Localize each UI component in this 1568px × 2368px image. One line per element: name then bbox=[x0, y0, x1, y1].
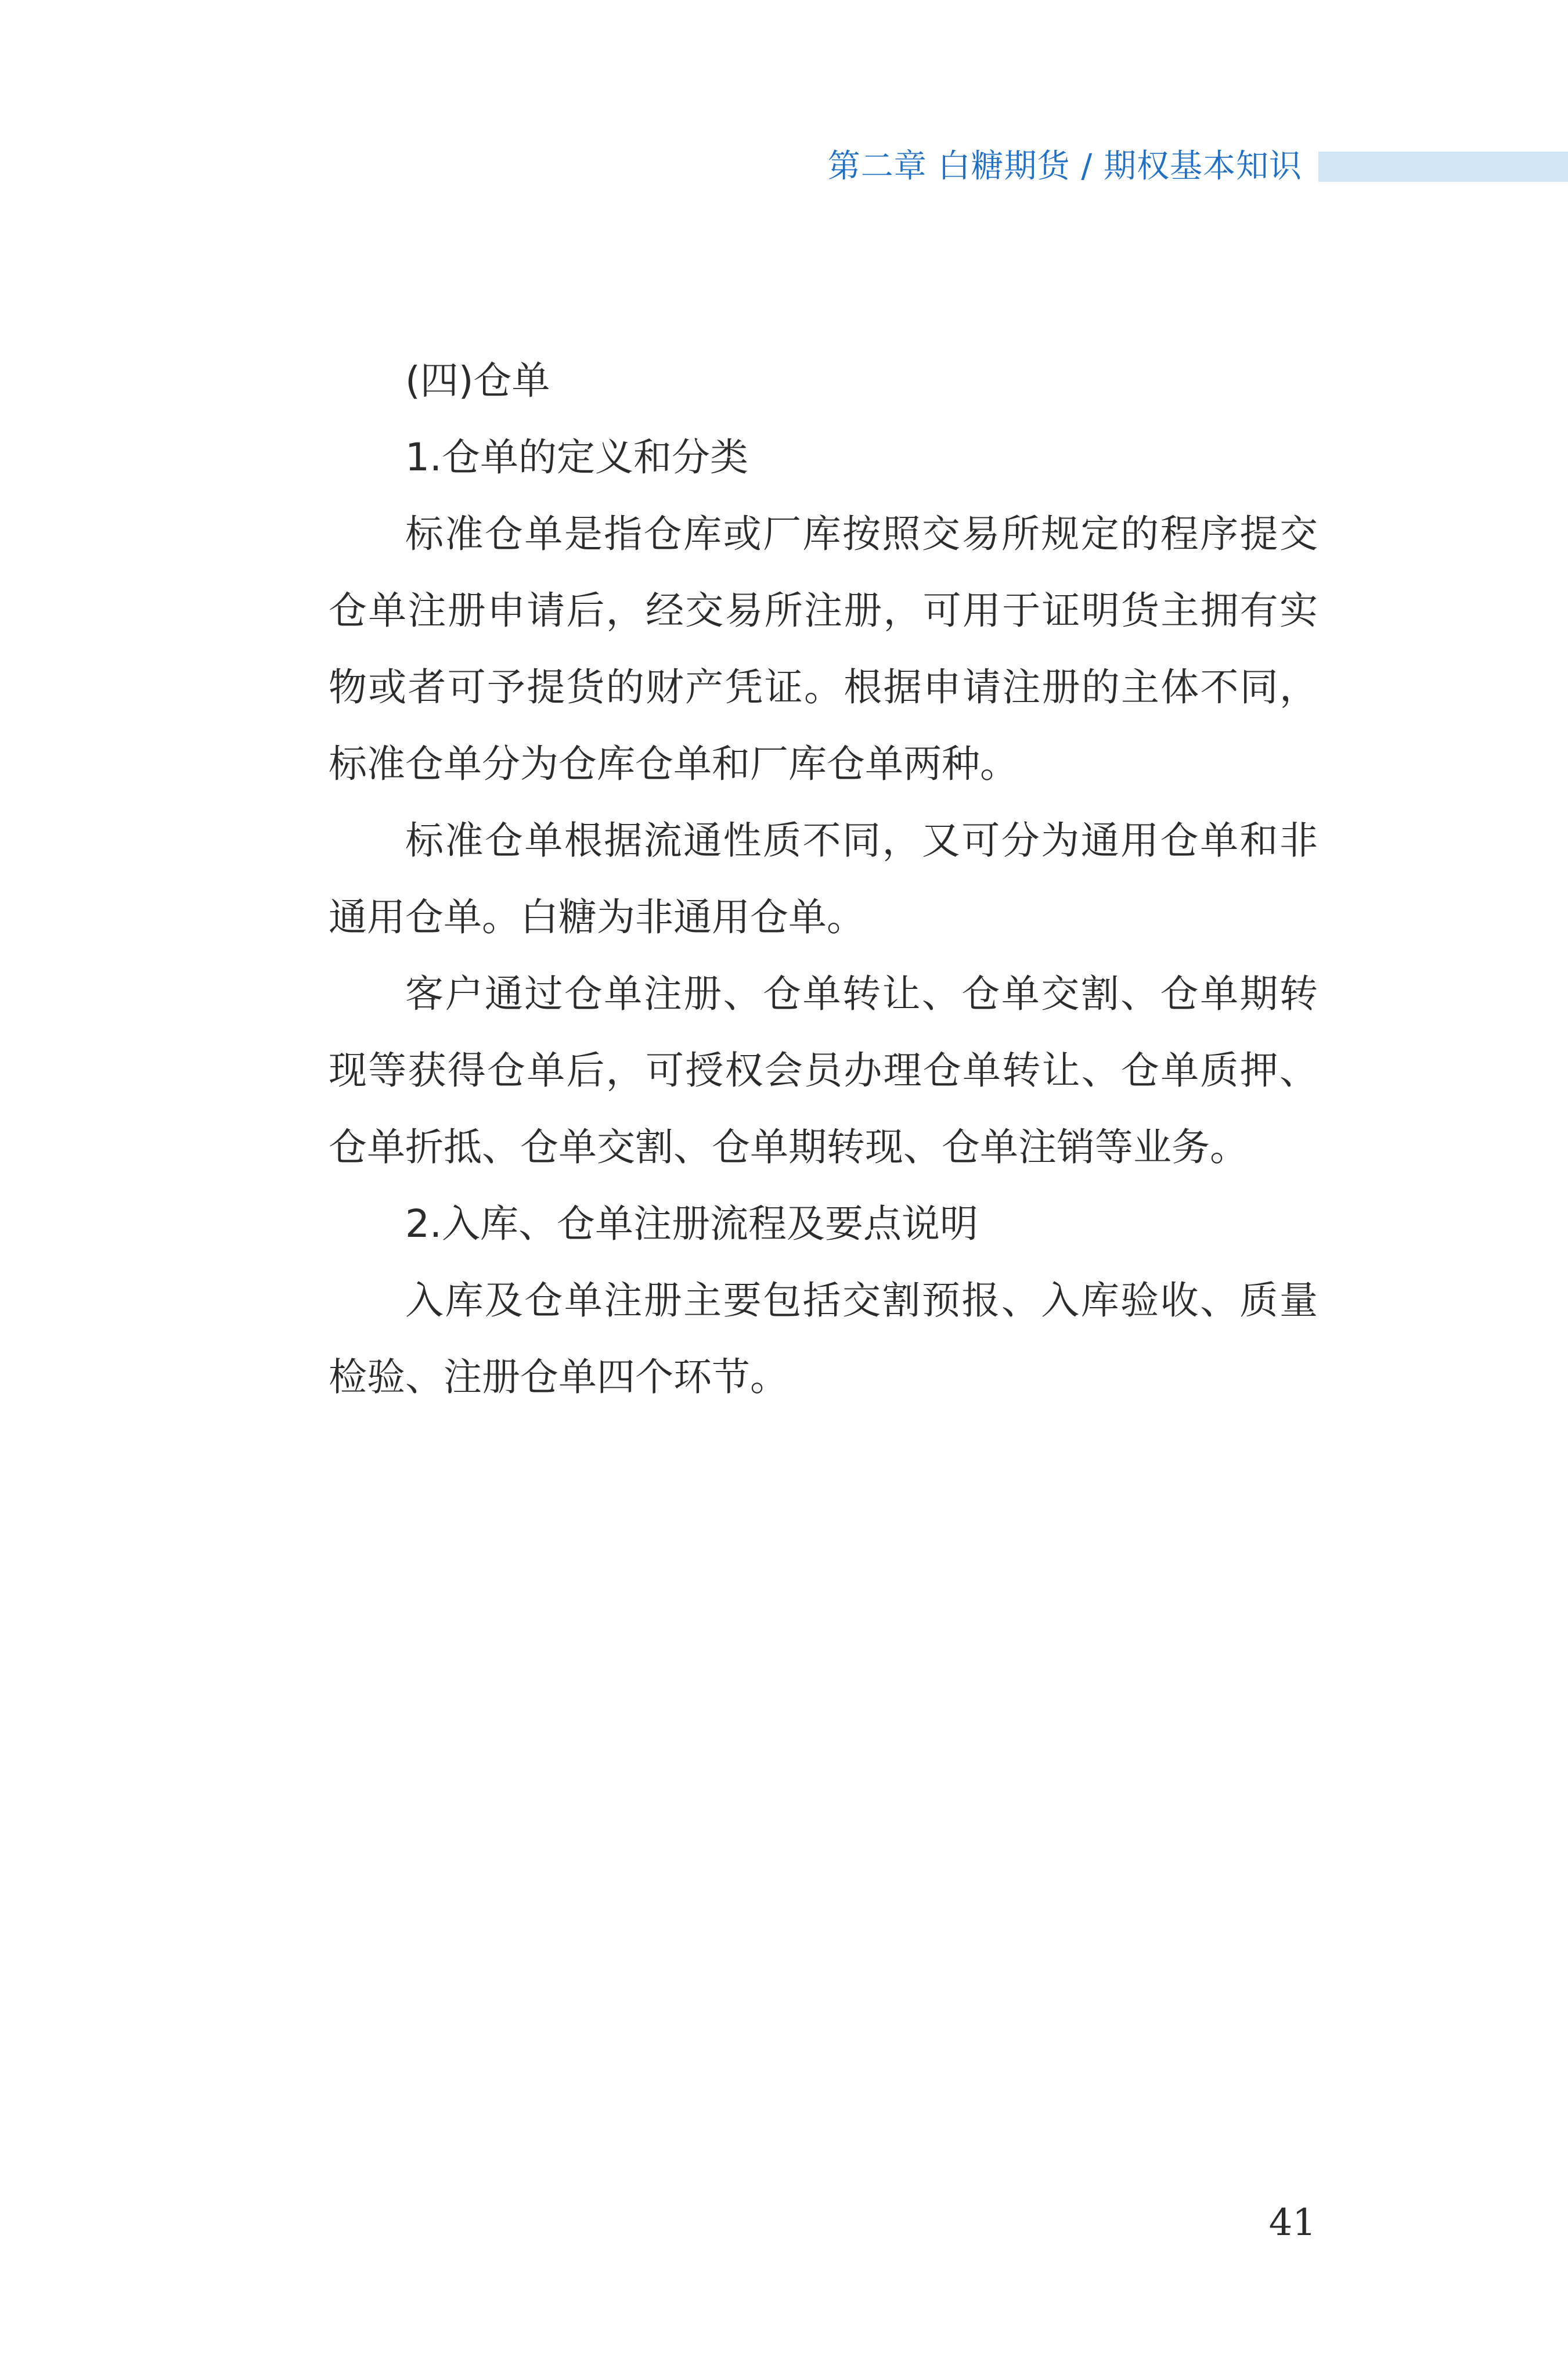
paragraph-business: 客户通过仓单注册、仓单转让、仓单交割、仓单期转现等获得仓单后，可授权会员办理仓单转让、仓单质押、仓单折抵、仓单交割、仓单期转现、仓单注销等业务。 bbox=[329, 971, 1318, 1169]
subheading-registration: 2.入库、仓单注册流程及要点说明 bbox=[405, 1201, 978, 1246]
section-heading: (四)仓单 bbox=[405, 358, 550, 403]
subheading-definition: 1.仓单的定义和分类 bbox=[405, 435, 748, 480]
paragraph-registration: 入库及仓单注册主要包括交割预报、入库验收、质量检验、注册仓单四个环节。 bbox=[329, 1278, 1318, 1399]
running-header bbox=[828, 146, 1568, 187]
page-body bbox=[329, 343, 1318, 1416]
paragraph-definition: 标准仓单是指仓库或厂库按照交易所规定的程序提交仓单注册申请后，经交易所注册，可用于证明货主拥有实物或者可予提货的财产凭证。根据申请注册的主体不同，标准仓单分为仓库仓单和厂库仓单两种。 bbox=[329, 512, 1318, 786]
chapter-title: 第二章 白糖期货 / 期权基本知识 bbox=[827, 147, 1302, 185]
header-accent-bar bbox=[1318, 152, 1568, 182]
paragraph-circulation: 标准仓单根据流通性质不同，又可分为通用仓单和非通用仓单。白糖为非通用仓单。 bbox=[329, 818, 1318, 940]
page-number: 41 bbox=[1268, 2201, 1316, 2244]
